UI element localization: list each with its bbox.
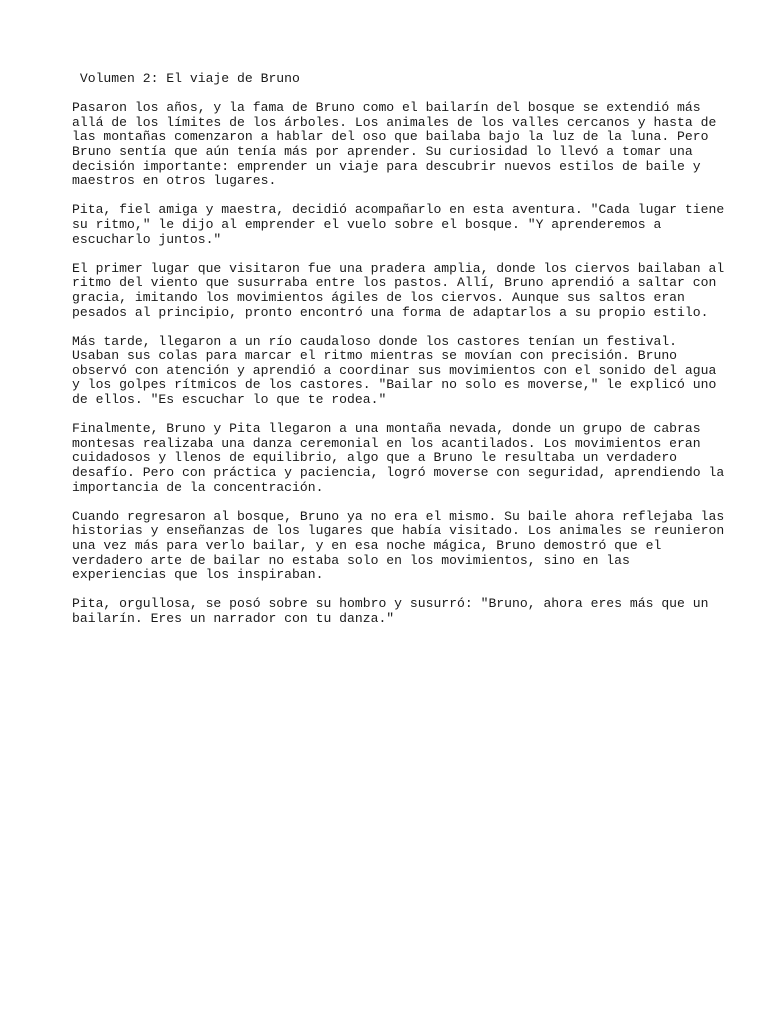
paragraph — [72, 508, 725, 583]
paragraph-line: Pita, fiel amiga y maestra, decidió acompañarlo en esta aventura. "Cada lugar tiene — [72, 202, 725, 218]
paragraph-line: observó con atención y aprendió a coordinar sus movimientos con el sonido del agua — [72, 362, 717, 378]
paragraph — [72, 100, 717, 189]
paragraph-line: una vez más para verlo bailar, y en esa noche mágica, Bruno demostró que el — [72, 538, 662, 553]
paragraph-line: cuidadosos y llenos de equilibrio, algo que a Bruno le resultaba un verdadero — [72, 450, 678, 466]
paragraph-line: Cuando regresaron al bosque, Bruno ya no era el mismo. Su baile ahora reflejaba las — [72, 508, 725, 524]
paragraph-line: escucharlo juntos." — [72, 231, 222, 247]
paragraph-line: maestros en otros lugares. — [72, 173, 277, 189]
paragraph-line: las montañas comenzaron a hablar del oso que bailaba bajo la luz de la luna. Pero — [72, 129, 709, 145]
paragraph-list — [72, 100, 725, 626]
paragraph-line: importancia de la concentración. — [72, 479, 324, 495]
paragraph-line: gracia, imitando los movimientos ágiles de los ciervos. Aunque sus saltos eran — [72, 289, 685, 305]
paragraph-line: El primer lugar que visitaron fue una pradera amplia, donde los ciervos bailaban al — [72, 260, 725, 276]
paragraph-line: Pita, orgullosa, se posó sobre su hombro y susurró: "Bruno, ahora eres más que un — [72, 596, 709, 612]
paragraph-line: ritmo del viento que susurraba entre los pastos. Allí, Bruno aprendió a saltar con — [72, 275, 717, 291]
paragraph — [72, 202, 725, 247]
paragraph-line: allá de los límites de los árboles. Los animales de los valles cercanos y hasta de — [72, 114, 717, 130]
paragraph-line: montesas realizaba una danza ceremonial en los acantilados. Los movimientos eran — [72, 435, 701, 451]
paragraph — [72, 596, 709, 626]
paragraph-line: verdadero arte de bailar no estaba solo en los movimientos, sino en las — [72, 552, 630, 568]
paragraph-line: Finalmente, Bruno y Pita llegaron a una montaña nevada, donde un grupo de cabras — [72, 421, 701, 437]
paragraph-line: Usaban sus colas para marcar el ritmo mientras se movían con precisión. Bruno — [72, 348, 678, 364]
paragraph — [72, 260, 725, 320]
paragraph-line: Bruno sentía que aún tenía más por aprender. Su curiosidad lo llevó a tomar una — [72, 143, 693, 159]
document-body — [72, 71, 725, 641]
paragraph-line: Más tarde, llegaron a un río caudaloso donde los castores tenían un festival. — [72, 333, 678, 349]
paragraph-line: y los golpes rítmicos de los castores. "Bailar no solo es moverse," le explicó uno — [72, 377, 717, 393]
paragraph-line: desafío. Pero con práctica y paciencia, logró moverse con seguridad, aprendiendo la — [72, 465, 725, 481]
paragraph — [72, 333, 717, 408]
paragraph-line: pesados al principio, pronto encontró una forma de adaptarlos a su propio estilo. — [72, 304, 709, 320]
paragraph-line: experiencias que los inspiraban. — [72, 567, 324, 583]
paragraph — [72, 421, 725, 495]
paragraph-line: Pasaron los años, y la fama de Bruno como el bailarín del bosque se extendió más — [72, 100, 701, 116]
document-title: Volumen 2: El viaje de Bruno — [72, 71, 300, 86]
paragraph-line: historias y enseñanzas de los lugares que había visitado. Los animales se reunieron — [72, 523, 725, 539]
paragraph-line: su ritmo," le dijo al emprender el vuelo sobre el bosque. "Y aprenderemos a — [72, 216, 662, 232]
paragraph-line: decisión importante: emprender un viaje para descubrir nuevos estilos de baile y — [72, 158, 701, 174]
paragraph-line: bailarín. Eres un narrador con tu danza." — [72, 610, 395, 626]
paragraph-line: de ellos. "Es escuchar lo que te rodea." — [72, 392, 387, 408]
